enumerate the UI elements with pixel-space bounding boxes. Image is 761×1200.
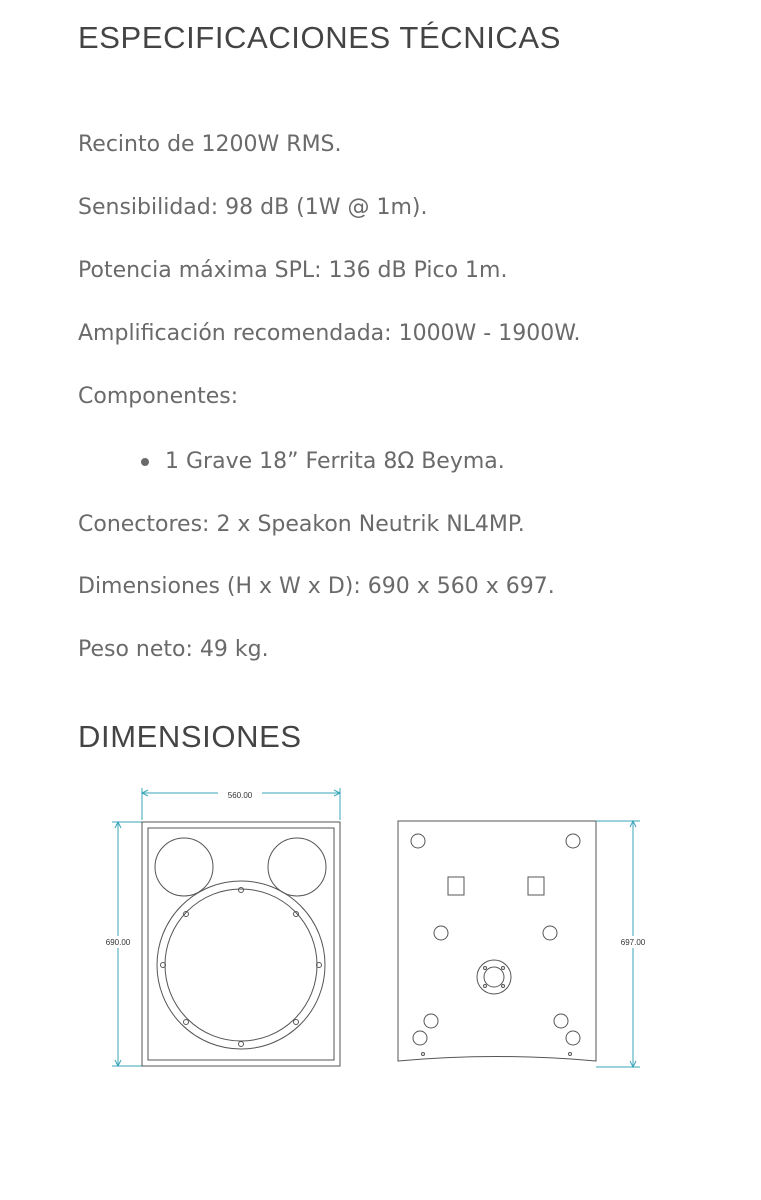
dimensions-heading: DIMENSIONES [78, 719, 302, 754]
spec-components-label: Componentes: [78, 384, 239, 409]
pole-mount-outer [477, 960, 511, 994]
port-right [268, 838, 326, 896]
rear-view [398, 821, 596, 1061]
port-left [155, 838, 213, 896]
height-label: 690.00 [105, 938, 131, 947]
dimension-drawing [0, 780, 761, 1110]
spec-max-spl: Potencia máxima SPL: 136 dB Pico 1m. [78, 258, 508, 283]
woofer-outer [157, 881, 325, 1049]
spec-dimensions: Dimensiones (H x W x D): 690 x 560 x 697. [78, 574, 555, 599]
front-view [142, 822, 340, 1066]
pole-mount-inner [484, 967, 504, 987]
specs-heading: ESPECIFICACIONES TÉCNICAS [78, 20, 561, 55]
bullet-icon [141, 458, 149, 466]
spec-connectors: Conectores: 2 x Speakon Neutrik NL4MP. [78, 512, 525, 537]
spec-recommended-amp: Amplificación recomendada: 1000W - 1900W. [78, 321, 581, 346]
component-list-item: 1 Grave 18” Ferrita 8Ω Beyma. [165, 449, 505, 474]
spec-enclosure-power: Recinto de 1200W RMS. [78, 132, 342, 157]
width-label: 560.00 [227, 791, 253, 800]
depth-label: 697.00 [620, 938, 646, 947]
spec-net-weight: Peso neto: 49 kg. [78, 637, 269, 662]
spec-sensitivity: Sensibilidad: 98 dB (1W @ 1m). [78, 195, 428, 220]
